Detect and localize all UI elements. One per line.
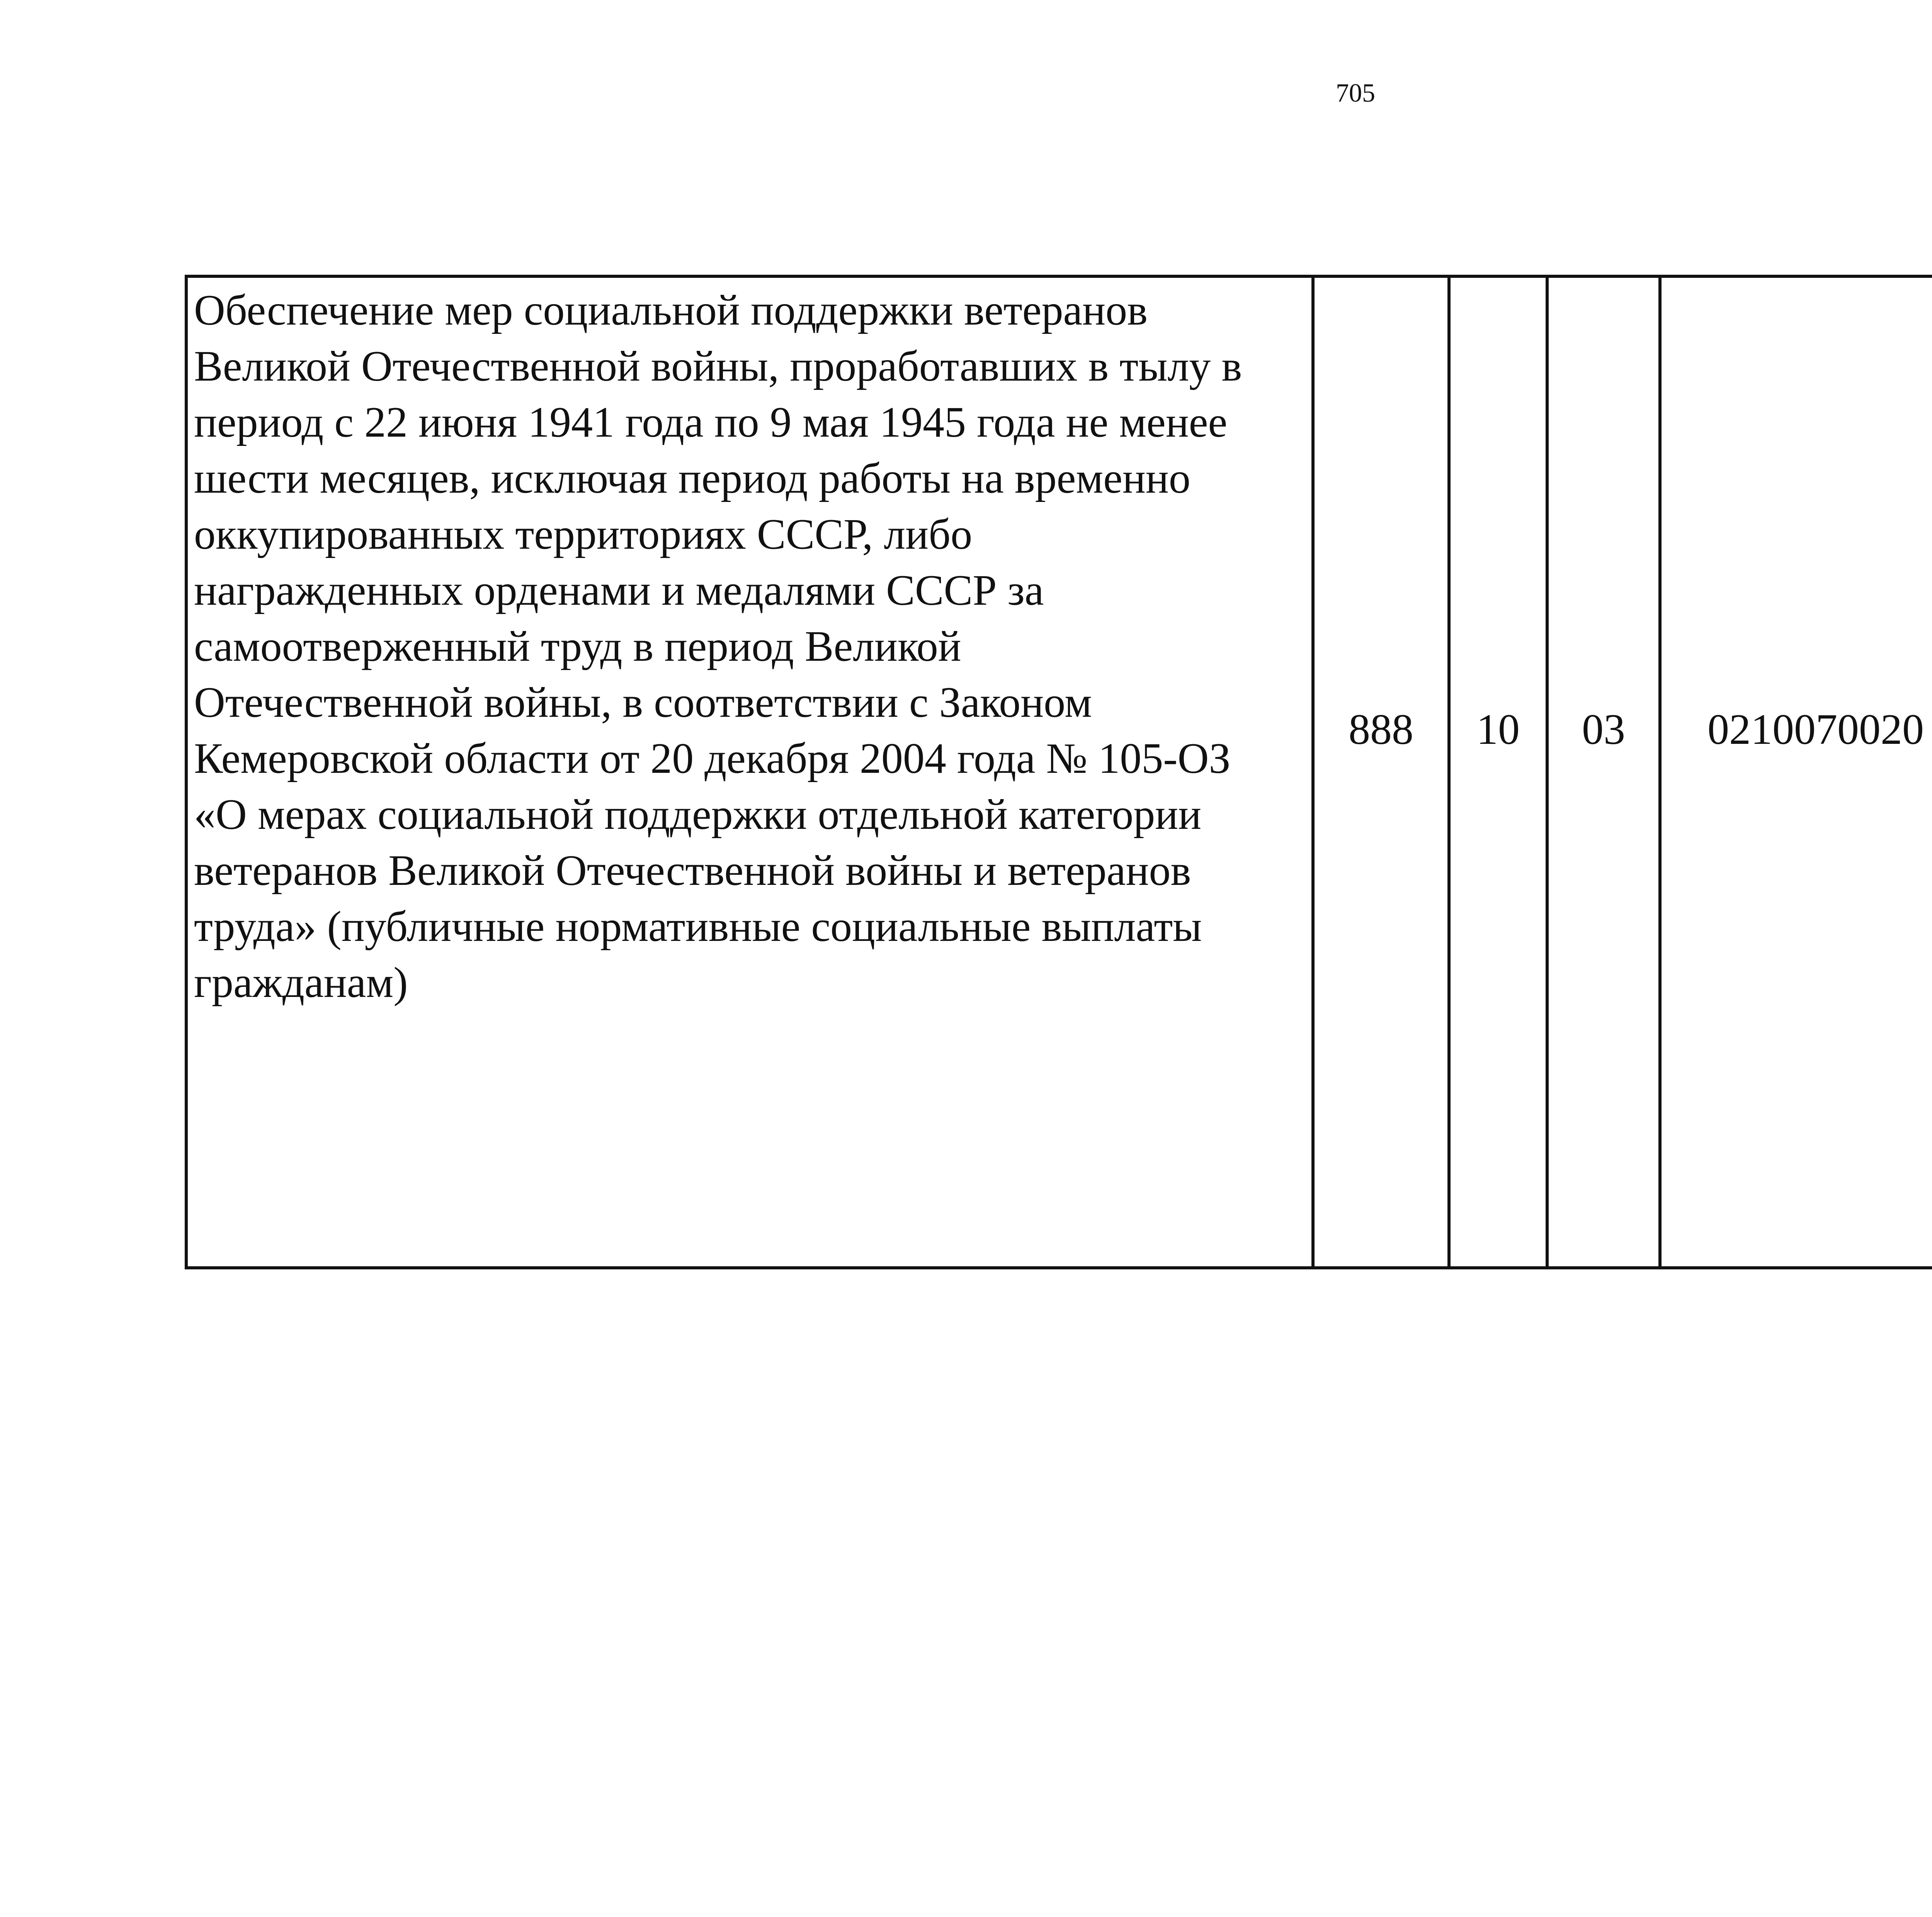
subsection-code-cell: 03 [1547, 276, 1660, 1268]
description-cell: Обеспечение мер социальной поддержки ветеранов Великой Отечественной войны, проработавших в тылу в период с 22 июня 1941 года по 9 мая 1945 года не менее шести месяцев, исключая период работы на временно оккупированных территориях СССР, либо награжденных орденами и медалями СССР за самоотверженный труд в период Великой Отечественной войны, в соответствии с Законом Кемеровской области от 20 декабря 2004 года № 105-ОЗ «О мерах социальной поддержки отдельной категории ветеранов Великой Отечественной войны и ветеранов труда» (публичные нормативные социальные выплаты гражданам) [186, 276, 1313, 1268]
target-article-cell: 0210070020 [1660, 276, 1932, 1268]
budget-table [185, 275, 1932, 1269]
ministry-code-cell: 888 [1313, 276, 1449, 1268]
section-code-cell: 10 [1449, 276, 1547, 1268]
page-number: 705 [1336, 78, 1375, 107]
table-row [186, 276, 1932, 1268]
